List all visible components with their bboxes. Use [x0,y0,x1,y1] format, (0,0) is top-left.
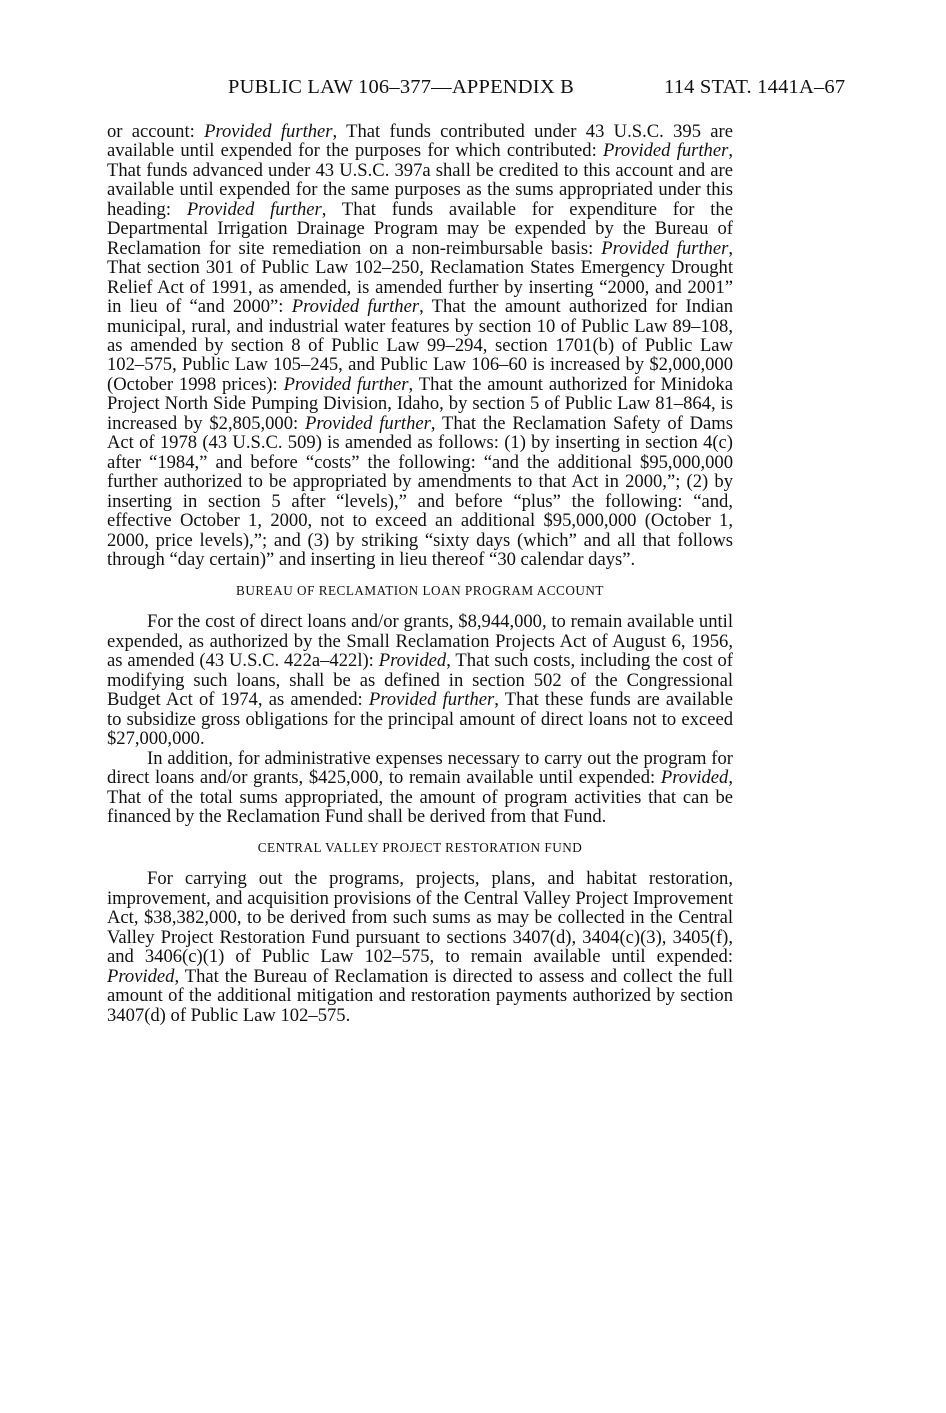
continuation-paragraph [107,122,733,569]
text-run: , That such costs, including the cost of modifying such loans, shall be as defined in section 502 of the Congressional Budget Act of 1974, as amended: [107,650,733,711]
proviso-italic: Provided further [186,198,322,220]
proviso-italic: Provided further [368,689,495,711]
proviso-italic: Provided further [304,412,431,434]
section-heading-loan-program: BUREAU OF RECLAMATION LOAN PROGRAM ACCOUNT [236,583,604,599]
text-run: , That the Bureau of Reclamation is directed to assess and collect the full amount of the additional mitigation and restoration payments authorized by section 3407(d) of Public Law 102–575. [107,965,733,1026]
proviso-italic: Provided further [283,373,409,395]
running-header [0,76,946,102]
header-title: PUBLIC LAW 106–377—APPENDIX B [228,76,575,98]
text-run: , That the Reclamation Safety of Dams Act of 1978 (43 U.S.C. 509) is amended as follows: (1) by inserting in section 4(c) after “1984,” and before “costs” the following: “and the additional $95,000,000 further authorized to be appropriated by amendments to that Act in 2000,”; (2) by inserting in section 5 after “levels),” and before “plus” the following: “and, effective October 1, 2000, not to exceed an additional $95,000,000 (October 1, 2000, price levels),”; and (3) by striking “sixty days (which” and all that follows through “day certain)” and inserting in lieu thereof “30 calendar days”. [107,412,734,570]
proviso-italic: Provided [660,767,729,789]
proviso-italic: Provided further [291,296,420,318]
text-run: or account: [107,121,205,142]
body-text [107,122,733,1025]
text-run: , That the amount authorized for Minidoka Project North Side Pumping Division, Idaho, by section 5 of Public Law 81–864, is increased by $2,805,000: [107,373,733,434]
text-run: , That the amount authorized for Indian municipal, rural, and industrial water features by section 10 of Public Law 89–108, as amended by section 8 of Public Law 99–294, section 1701(b) of Public Law 102–575, Public Law 105–245, and Public Law 106–60 is increased by $2,000,000 (October 1998 prices): [107,296,734,395]
text-run: In addition, for administrative expenses necessary to carry out the program for direct loans and/or grants, $425,000, to remain available until expended: [107,747,733,789]
header-statute-citation: 114 STAT. 1441A–67 [664,76,846,98]
text-run: , That funds contributed under 43 U.S.C. 395 are available until expended for the purposes for which contributed: [107,121,733,162]
proviso-italic: Provided [378,650,447,672]
proviso-italic: Provided further [601,237,729,259]
proviso-italic: Provided further [603,140,729,162]
text-run: , That funds available for expenditure for the Departmental Irrigation Drainage Program may be expended by the Bureau of Reclamation for site remediation on a non-reimbursable basis: [107,198,733,259]
text-run: For carrying out the programs, projects, plans, and habitat restoration, improvement, and acquisition provisions of the Central Valley Project Improvement Act, $38,382,000, to be derived from such sums as may be collected in the Central Valley Project Restoration Fund pursuant to sections 3407(d), 3404(c)(3), 3405(f), and 3406(c)(1) of Public Law 102–575, to remain available until expended: [107,868,733,968]
loan-program-paragraph-2 [107,749,733,827]
text-run: , That funds advanced under 43 U.S.C. 397a shall be credited to this account and are available until expended for the same purposes as the sums appropriated under this heading: [107,140,734,220]
text-run: , That these funds are available to subsidize gross obligations for the principal amount of direct loans not to exceed $27,000,000. [107,689,734,750]
text-run: , That of the total sums appropriated, the amount of program activities that can be financed by the Reclamation Fund shall be derived from that Fund. [107,767,733,827]
text-run: For the cost of direct loans and/or grants, $8,944,000, to remain available until expended, as authorized by the Small Reclamation Projects Act of August 6, 1956, as amended (43 U.S.C. 422a–422l): [107,611,733,672]
loan-program-paragraph-1 [107,612,733,748]
proviso-italic: Provided [107,965,175,987]
section-heading-cvp-restoration-fund: CENTRAL VALLEY PROJECT RESTORATION FUND [257,840,583,856]
cvp-fund-paragraph [107,869,733,1025]
proviso-italic: Provided further [204,121,333,142]
text-run: , That section 301 of Public Law 102–250, Reclamation States Emergency Drought Relief Act of 1991, as amended, is amended further by inserting “2000, and 2001” in lieu of “and 2000”: [107,237,733,318]
